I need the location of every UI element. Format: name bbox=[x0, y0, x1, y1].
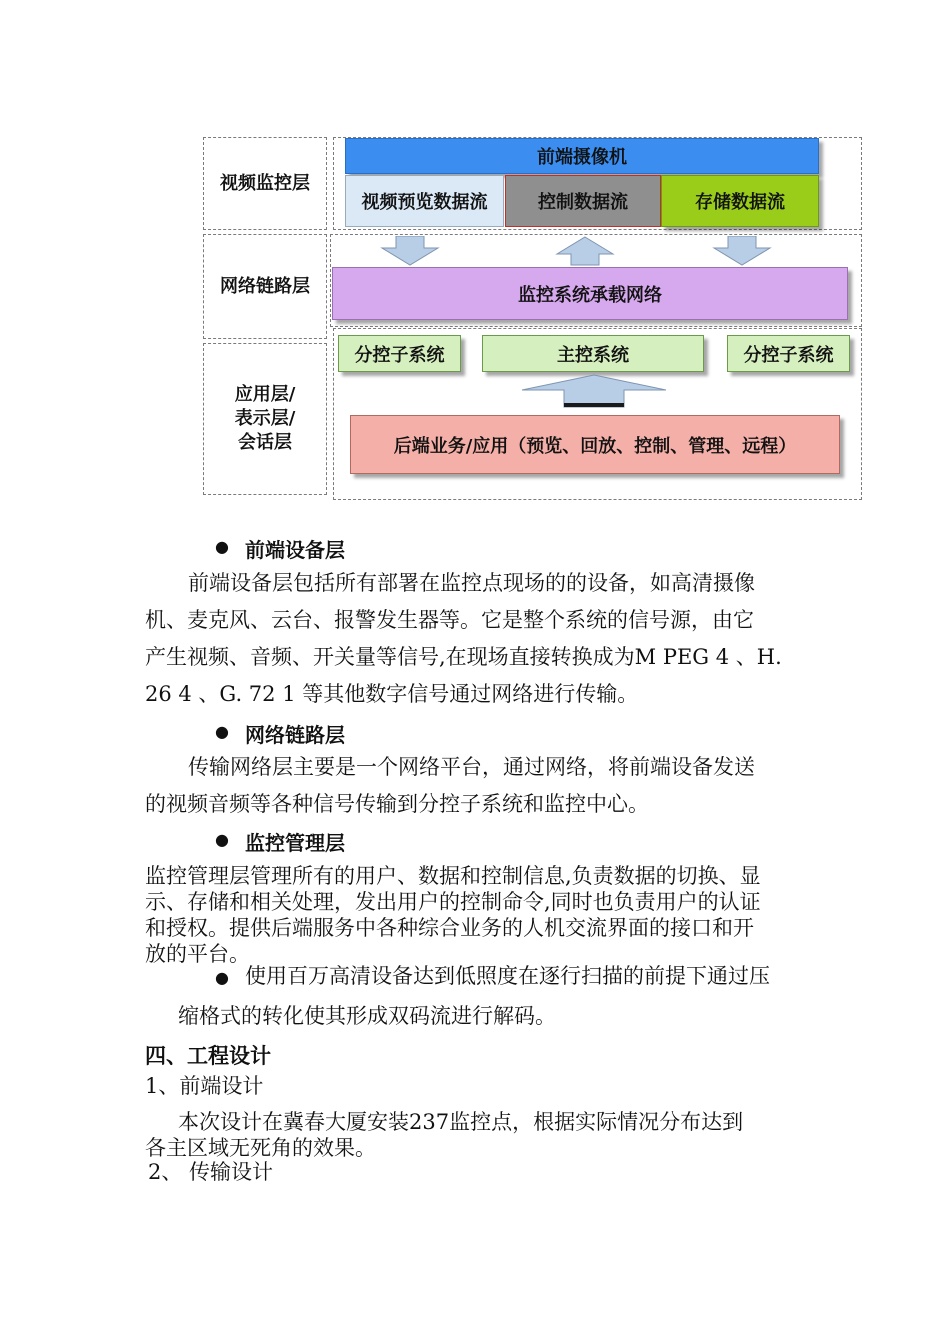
layer-label-app-line2: 表示层/ bbox=[234, 408, 296, 429]
para-management-line4: 放的平台。 bbox=[145, 942, 250, 966]
layer-label-network: 网络链路层 bbox=[220, 275, 310, 297]
sub-heading-transport-design: 2、 传输设计 bbox=[148, 1160, 274, 1184]
layer-label-app bbox=[203, 343, 327, 495]
para-design-line1: 本次设计在冀春大厦安装237监控点，根据实际情况分布达到 bbox=[178, 1110, 744, 1134]
para-design-line2: 各主区域无死角的效果。 bbox=[145, 1136, 376, 1160]
bullet-dot-1: ● bbox=[215, 537, 229, 556]
control-stream-box: 控制数据流 bbox=[505, 175, 661, 227]
preview-stream-box: 视频预览数据流 bbox=[345, 175, 504, 227]
section-title-management: 监控管理层 bbox=[245, 831, 345, 855]
up-arrow-center bbox=[555, 236, 615, 266]
para-network-line1: 传输网络层主要是一个网络平台，通过网络，将前端设备发送 bbox=[188, 755, 755, 779]
bullet-dot-2: ● bbox=[215, 722, 229, 741]
section-title-network: 网络链路层 bbox=[245, 723, 345, 747]
backend-app-box: 后端业务/应用（预览、回放、控制、管理、远程） bbox=[350, 415, 840, 474]
storage-stream-box: 存储数据流 bbox=[661, 175, 819, 227]
para-management-line1: 监控管理层管理所有的用户、数据和控制信息,负责数据的切换、显 bbox=[145, 864, 761, 888]
main-control-box: 主控系统 bbox=[482, 335, 704, 372]
up-arrow-main bbox=[520, 374, 668, 408]
sub-heading-front-design: 1、前端设计 bbox=[145, 1074, 264, 1098]
section-heading-engineering: 四、工程设计 bbox=[145, 1044, 271, 1068]
layer-label-video: 视频监控层 bbox=[220, 172, 310, 194]
sub-control-left-box: 分控子系统 bbox=[338, 335, 461, 372]
layer-label-app-line3: 会话层 bbox=[238, 432, 292, 453]
para-network-line2: 的视频音频等各种信号传输到分控子系统和监控中心。 bbox=[145, 792, 649, 816]
front-camera-box: 前端摄像机 bbox=[345, 138, 819, 174]
para-front-line4: 26 4 、G. 72 1 等其他数字信号通过网络进行传输。 bbox=[145, 682, 639, 706]
down-arrow-right bbox=[712, 236, 772, 266]
down-arrow-left bbox=[380, 236, 440, 266]
network-box: 监控系统承载网络 bbox=[332, 267, 848, 320]
para-management-line2: 示、存储和相关处理，发出用户的控制命令,同时也负责用户的认证 bbox=[145, 890, 761, 914]
para-front-line3: 产生视频、音频、开关量等信号,在现场直接转换成为M PEG 4 、H. bbox=[145, 645, 782, 669]
para-management-line3: 和授权。提供后端服务中各种综合业务的人机交流界面的接口和开 bbox=[145, 916, 754, 940]
layer-label-app-line1: 应用层/ bbox=[234, 384, 296, 405]
bullet-dot-4: ● bbox=[215, 968, 229, 987]
para-front-line1: 前端设备层包括所有部署在监控点现场的的设备，如高清摄像 bbox=[188, 571, 755, 595]
bullet-dot-3: ● bbox=[215, 830, 229, 849]
section-title-front-device: 前端设备层 bbox=[245, 538, 345, 562]
para-bullet4-line1: 使用百万高清设备达到低照度在逐行扫描的前提下通过压 bbox=[245, 964, 770, 988]
para-front-line2: 机、麦克风、云台、报警发生器等。它是整个系统的信号源，由它 bbox=[145, 608, 754, 632]
sub-control-right-box: 分控子系统 bbox=[727, 335, 850, 372]
para-bullet4-line2: 缩格式的转化使其形成双码流进行解码。 bbox=[178, 1004, 556, 1028]
